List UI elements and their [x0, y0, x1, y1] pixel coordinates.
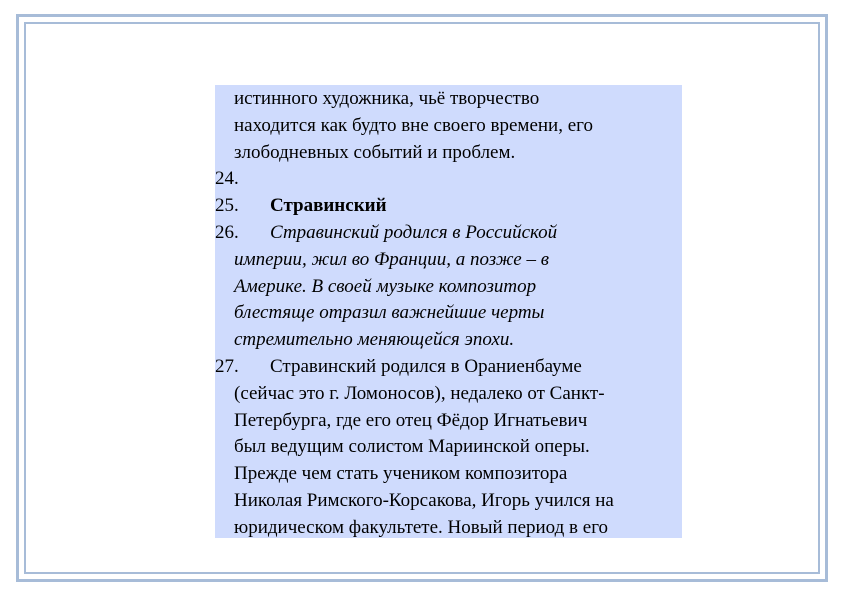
line-text: Стравинский родился в Российской	[270, 221, 558, 243]
paragraph-number: 27.	[215, 355, 239, 377]
paragraph-line	[234, 434, 682, 461]
paragraph-line	[234, 86, 682, 113]
paragraph-line	[234, 461, 682, 488]
paragraph	[215, 220, 682, 354]
line-text: империи, жил во Франции, а позже – в	[234, 248, 549, 270]
paragraph-line	[234, 300, 682, 327]
paragraph-line	[234, 166, 682, 193]
line-text: блестяще отразил важнейшие черты	[234, 302, 545, 324]
paragraph-line	[234, 113, 682, 140]
paragraph-line	[234, 381, 682, 408]
line-text: Америке. В своей музыке композитор	[234, 275, 537, 297]
paragraph-line	[234, 220, 682, 247]
text-content	[215, 86, 682, 538]
paragraph-number: 25.	[215, 195, 239, 217]
paragraph-line	[234, 247, 682, 274]
line-text: был ведущим солистом Мариинской оперы.	[234, 436, 590, 458]
paragraph-line	[234, 274, 682, 301]
paragraph-line	[234, 140, 682, 167]
paragraph-line	[234, 193, 682, 220]
line-text: истинного художника, чьё творчество	[234, 88, 540, 109]
paragraph-line	[234, 408, 682, 435]
line-text: находится как будто вне своего времени, его	[234, 114, 593, 136]
paragraph	[215, 166, 682, 193]
line-text: Стравинский родился в Ораниенбауме	[270, 355, 582, 377]
text-panel	[215, 85, 682, 538]
line-text: Петербурга, где его отец Фёдор Игнатьевич	[234, 409, 588, 431]
line-text: Прежде чем стать учеником композитора	[234, 463, 568, 485]
paragraph-line	[234, 354, 682, 381]
line-text: (сейчас это г. Ломоносов), недалеко от Санкт-	[234, 382, 605, 404]
line-text: Стравинский	[270, 195, 387, 217]
paragraph-number: 26.	[215, 221, 239, 243]
paragraph	[215, 354, 682, 538]
line-text: стремительно меняющейся эпохи.	[234, 329, 515, 351]
paragraph-number: 24.	[215, 168, 239, 190]
paragraph-line	[234, 488, 682, 515]
paragraph-line	[234, 515, 682, 538]
line-text: Николая Римского-Корсакова, Игорь учился на	[234, 489, 614, 511]
line-text: злободневных событий и проблем.	[234, 141, 516, 163]
line-text: юридическом факультете. Новый период в его	[234, 516, 609, 538]
paragraph	[215, 86, 682, 166]
paragraph	[215, 193, 682, 220]
paragraph-line	[234, 327, 682, 354]
